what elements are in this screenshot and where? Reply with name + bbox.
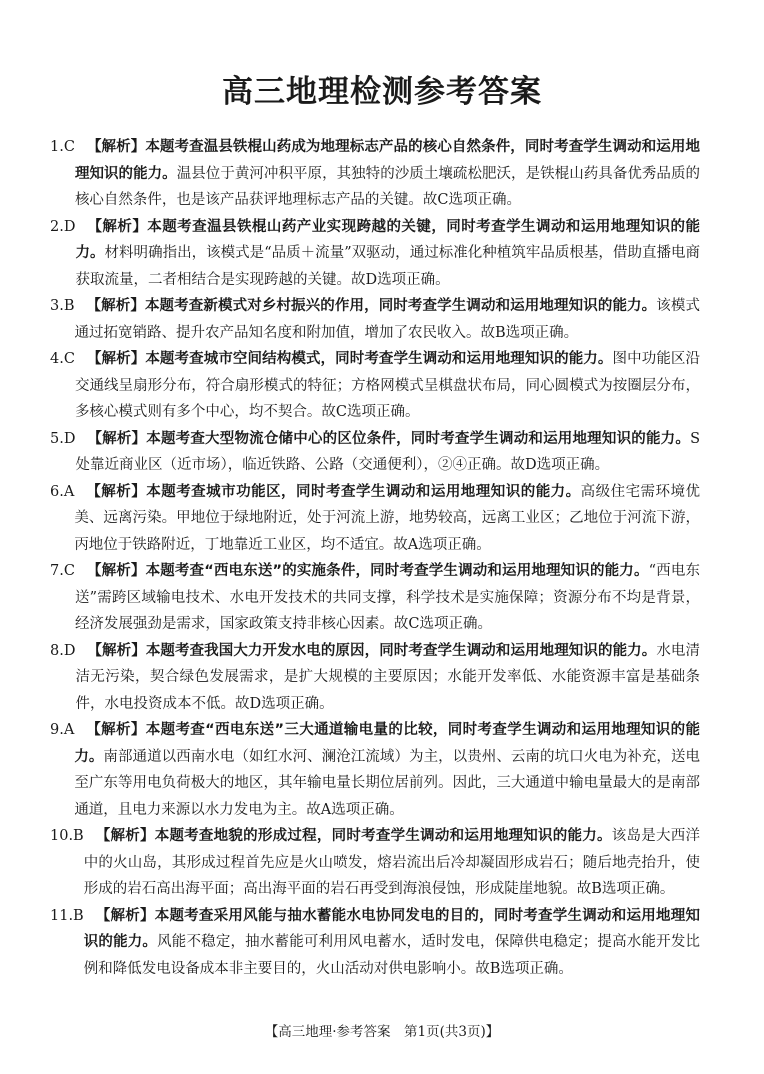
answer-body bbox=[75, 134, 700, 214]
answer-explanation-heading: 【解析】本题考查城市空间结构模式，同时考查学生调动和运用地理知识的能力。 bbox=[86, 351, 613, 367]
answer-explanation-heading: 【解析】本题考查地貌的形成过程，同时考查学生调动和运用地理知识的能力。 bbox=[95, 828, 612, 844]
answer-number: 10.B bbox=[50, 828, 84, 844]
answer-item bbox=[50, 479, 700, 559]
answer-number: 8.D bbox=[50, 642, 76, 659]
answer-body bbox=[75, 346, 700, 426]
answer-item bbox=[50, 638, 700, 718]
answer-explanation-heading: 【解析】本题考查我国大力开发水电的原因，同时考查学生调动和运用地理知识的能力。 bbox=[87, 642, 657, 659]
answer-explanation-text: 该模式通过拓宽销路、提升农产品知名度和附加值，增加了农民收入。故B选项正确。 bbox=[74, 298, 701, 341]
page-footer: 【高三地理·参考答案 第1页(共3页)】 bbox=[264, 1024, 500, 1040]
answer-explanation-heading: 【解析】本题考查新模式对乡村振兴的作用，同时考查学生调动和运用地理知识的能力。 bbox=[86, 298, 657, 314]
answer-item bbox=[50, 293, 700, 346]
answer-explanation-heading: 【解析】本题考查“西电东送”三大通道输电量的比较，同时考查学生调动和运用地理知识的能力。 bbox=[74, 722, 700, 765]
answer-body bbox=[75, 558, 700, 638]
answer-explanation-heading: 【解析】本题考查采用风能与抽水蓄能水电协同发电的目的，同时考查学生调动和运用地理知识的能力。 bbox=[83, 907, 700, 950]
answer-body bbox=[75, 638, 700, 718]
answer-explanation-heading: 【解析】本题考查温县铁棍山药成为地理标志产品的核心自然条件，同时考查学生调动和运用地理知识的能力。 bbox=[74, 139, 700, 182]
answer-number: 11.B bbox=[50, 907, 84, 924]
answer-number: 2.D bbox=[50, 218, 76, 235]
answer-explanation-text: 材料明确指出，该模式是“品质＋流量”双驱动，通过标准化种植筑牢品质根基，借助直播电商获取流量，二者相结合是实现跨越的关键。故D选项正确。 bbox=[75, 245, 701, 288]
answer-explanation-text: “西电东送”需跨区域输电技术、水电开发技术的共同支撑，科学技术是实施保障；资源分布不均是背景，经济发展强劲是需求，国家政策支持非核心因素。故C选项正确。 bbox=[74, 563, 700, 632]
answer-explanation-text: S处靠近商业区（近市场），临近铁路、公路（交通便利），②④正确。故D选项正确。 bbox=[75, 430, 700, 473]
answer-body bbox=[75, 293, 701, 346]
answer-item bbox=[50, 903, 700, 983]
answer-explanation-heading: 【解析】本题考查温县铁棍山药产业实现跨越的关键，同时考查学生调动和运用地理知识的能力。 bbox=[75, 218, 700, 261]
answer-body bbox=[84, 903, 700, 983]
answer-body bbox=[75, 214, 700, 294]
answer-body bbox=[75, 426, 700, 479]
answer-number: 7.C bbox=[50, 563, 75, 579]
answer-item bbox=[50, 823, 700, 903]
answer-explanation-text: 水电清洁无污染，契合绿色发展需求，是扩大规模的主要原因；水能开发率低、水能资源丰富是基础条件，水电投资成本不低。故D选项正确。 bbox=[75, 642, 701, 712]
answer-item bbox=[50, 134, 700, 214]
page-title: 高三地理检测参考答案 bbox=[222, 74, 542, 110]
answer-body bbox=[74, 479, 700, 559]
answer-body bbox=[84, 823, 700, 903]
answer-explanation-text: 图中功能区沿交通线呈扇形分布，符合扇形模式的特征；方格网模式呈棋盘状布局，同心圆模式为按圈层分布，多核心模式则有多个中心，均不契合。故C选项正确。 bbox=[74, 351, 701, 420]
answer-explanation-heading: 【解析】本题考查大型物流仓储中心的区位条件，同时考查学生调动和运用地理知识的能力。 bbox=[87, 430, 691, 447]
answer-explanation-text: 南部通道以西南水电（如红水河、澜沧江流域）为主，以贵州、云南的坑口火电为补充，送电至广东等用电负荷极大的地区，其年输电量长期位居前列。因此，三大通道中输电量最大的是南部通道，且电力来源以水力发电为主。故A选项正确。 bbox=[74, 748, 701, 818]
answer-body bbox=[74, 717, 700, 823]
answer-item bbox=[50, 214, 700, 294]
answer-number: 1.C bbox=[50, 139, 75, 155]
answer-explanation-text: 温县位于黄河冲积平原，其独特的沙质土壤疏松肥沃，是铁棍山药具备优秀品质的核心自然条件，也是该产品获评地理标志产品的关键。故C选项正确。 bbox=[74, 165, 701, 208]
answer-explanation-text: 该岛是大西洋中的火山岛，其形成过程首先应是火山喷发，熔岩流出后冷却凝固形成岩石；随后地壳抬升，使形成的岩石高出海平面；高出海平面的岩石再受到海浪侵蚀，形成陡崖地貌。故B选项正确。 bbox=[83, 828, 701, 897]
answer-item bbox=[50, 558, 700, 638]
answer-item bbox=[50, 346, 700, 426]
answer-item bbox=[50, 717, 700, 823]
answer-item bbox=[50, 426, 700, 479]
answer-number: 3.B bbox=[50, 298, 75, 314]
answer-number: 5.D bbox=[50, 430, 76, 447]
answer-number: 6.A bbox=[50, 483, 75, 500]
answer-list bbox=[50, 134, 700, 982]
answer-number: 4.C bbox=[50, 351, 75, 367]
answer-number: 9.A bbox=[50, 722, 75, 738]
answer-explanation-heading: 【解析】本题考查“西电东送”的实施条件，同时考查学生调动和运用地理知识的能力。 bbox=[86, 563, 649, 579]
answer-explanation-text: 高级住宅需环境优美、远离污染。甲地位于绿地附近，处于河流上游，地势较高，远离工业区；乙地位于河流下游，丙地位于铁路附近，丁地靠近工业区，均不适宜。故A选项正确。 bbox=[74, 483, 700, 553]
answer-explanation-text: 风能不稳定，抽水蓄能可利用风电蓄水，适时发电，保障供电稳定；提高水能开发比例和降低发电设备成本非主要目的，火山活动对供电影响小。故B选项正确。 bbox=[83, 934, 700, 977]
answer-explanation-heading: 【解析】本题考查城市功能区，同时考查学生调动和运用地理知识的能力。 bbox=[86, 483, 581, 500]
